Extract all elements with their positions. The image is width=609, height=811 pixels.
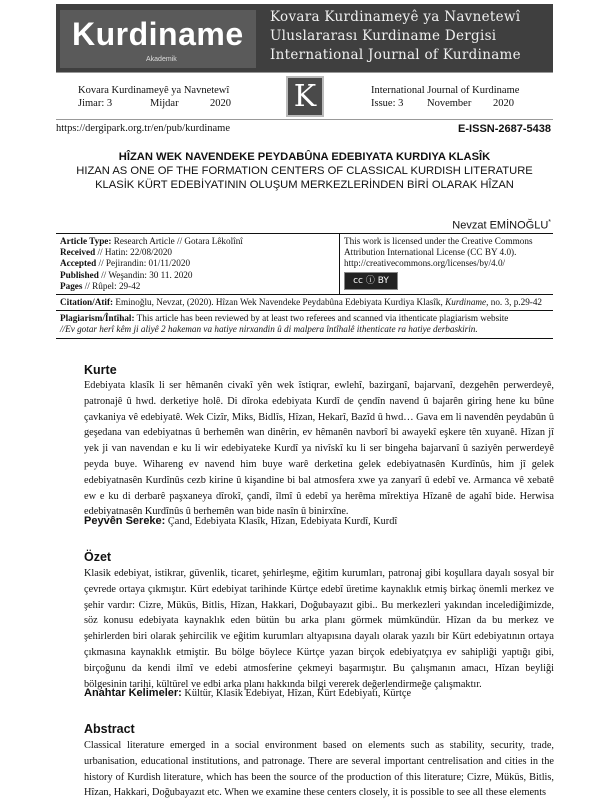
- meta-left-month: Mijdar: [150, 98, 179, 109]
- accepted-label: Accepted: [60, 258, 97, 269]
- author-footnote-mark[interactable]: *: [548, 219, 551, 226]
- kurte-text: Edebiyata klasîk li ser hêmanên civakî yên wek îstiqrar, ewlehî, bazirganî, bajarvanî, dezgehên perwerdeyê, patronajê û hwd. derketiye holê. Di dîroka edebiyata Kurdî de çendîn navend û bajarên giring hene ku bûne çavkaniya vê edebiyatê. Wek Cizîr, Miks, Bidlîs, Hîzan, Hekarî, Bazîd û hwd… Gava em li navendên peydabûn û geşedana van edebiyatnas û berhemên wan dinêrin, ev hêmanên navborî bi awayekî eşkere tên xuyanê. Hîzan jî yek ji van navendan e ku li wir edebiyateke Kurdî ya nivîskî ku li ser bingeha bajarvanî û saziyên perwerdeyê peyda buye. Wihareng ev navend him buye warê derketina gelek edebiyatnasên Kurdînûs, him jî gelek edebiyatnasên Kurdînûs cezb kirine û kişandine bi bal atmosfera xwe ya zanyarî û edebî ve. Armanca vê xebatê ew e ku di derbarê paşxaneya dîrokî, çandî, îlmî û edebî ya herêma mîrektiya Hîzanê de agahî bide. Herwisa edebiyatnasên Kurdînûs û berhemên wan bide nasîn û binirxîne.: [84, 380, 554, 518]
- article-info-box: [56, 233, 553, 339]
- meta-right-title: International Journal of Kurdiname: [371, 85, 520, 96]
- ozet-keywords: [84, 687, 554, 699]
- citation-label: Citation/Atif:: [60, 297, 114, 308]
- citation-tail: , no. 3, p.29-42: [486, 297, 543, 308]
- type-label: Article Type:: [60, 236, 112, 246]
- meta-left: [78, 84, 231, 110]
- journal-logo: Kurdiname: [72, 16, 244, 52]
- accepted-value: // Pejirandin: 01/11/2020: [96, 258, 191, 269]
- title-kurdish: HÎZAN WEK NAVENDEKE PEYDABÛNA EDEBIYATA KURDIYA KLASÎK: [118, 151, 491, 163]
- journal-meta-strip: [56, 72, 553, 120]
- kurte-keywords-label: Peyvên Sereke:: [84, 515, 166, 527]
- meta-left-year: 2020: [210, 98, 231, 109]
- ozet-keywords-label: Anahtar Kelimeler:: [84, 687, 182, 699]
- meta-right-year: 2020: [493, 98, 514, 109]
- banner-line-3: International Journal of Kurdiname: [270, 47, 521, 63]
- received-label: Received: [60, 247, 96, 258]
- meta-right-issue: Issue: 3: [371, 98, 404, 109]
- issn: E-ISSN-2687-5438: [458, 123, 551, 135]
- license-info: [340, 234, 553, 294]
- kurte-keywords: [84, 515, 554, 527]
- license-link[interactable]: http://creativecommons.org/licenses/by/4.0/: [344, 258, 506, 269]
- ozet-heading: Özet: [84, 550, 112, 564]
- author-name: [452, 219, 551, 232]
- abstract-text: Classical literature emerged in a social environment based on elements such as stability, security, trade, urbanisation, educational institutions, and patronage. There are several important centrelisation and cities in the history of Kurdish literature, which has been the source of the production of this literature; Cizre, Müküs, Bitlis, Hîzan, Hakkari, Doğubayazıt etc. When we examine these centers closely, it is possible to see all these elements: [84, 740, 554, 799]
- pages-value: // Rûpel: 29-42: [82, 280, 141, 291]
- meta-left-title: Kovara Kurdinameyê ya Navnetewî: [78, 85, 230, 96]
- logo-subtitle: Akademik: [146, 56, 177, 63]
- published-label: Published: [60, 269, 99, 280]
- title-turkish: KLASİK KÜRT EDEBİYATININ OLUŞUM MERKEZLERİNDEN BİRİ OLARAK HÎZAN: [95, 179, 514, 191]
- license-line-1: This work is licensed under the Creative Commons: [344, 236, 533, 246]
- article-titles: [56, 150, 553, 192]
- meta-right: [371, 84, 519, 110]
- published-value: // Weşandin: 30 11. 2020: [98, 269, 193, 280]
- url-row: [56, 123, 553, 134]
- type-value: Research Article // Gotara Lêkolînî: [111, 236, 243, 246]
- citation: [56, 295, 553, 311]
- kurte-keywords-text: Çand, Edebiyata Klasîk, Hîzan, Edebiyata Kurdî, Kurdî: [165, 516, 398, 527]
- meta-right-month: November: [427, 98, 472, 109]
- abstract-heading: Abstract: [84, 722, 135, 736]
- license-line-2: Attribution International License (CC BY 4.0).: [344, 247, 517, 258]
- journal-banner: [56, 4, 553, 72]
- journal-url-link[interactable]: https://dergipark.org.tr/en/pub/kurdiname: [56, 123, 230, 134]
- received-value: // Hatin: 22/08/2020: [95, 247, 173, 258]
- ozet-keywords-text: Kültür, Klasik Edebiyat, Hîzan, Kürt Edebiyatı, Kürtçe: [181, 688, 412, 699]
- journal-emblem: K: [286, 76, 324, 117]
- plagiarism-note: [56, 311, 553, 337]
- citation-text: Eminoğlu, Nevzat, (2020). Hîzan Wek Navendeke Peydabûna Edebiyata Kurdiya Klasîk,: [113, 297, 446, 308]
- plagiarism-label: Plagiarism/Întîhal:: [60, 313, 135, 324]
- plagiarism-text: This article has been reviewed by at least two referees and scanned via ithenticate plagiarism website: [134, 313, 509, 324]
- author-text: Nevzat EMİNOĞLU: [452, 219, 549, 232]
- banner-titles: [270, 8, 521, 65]
- banner-line-2: Uluslararası Kurdiname Dergisi: [270, 28, 497, 44]
- banner-line-1: Kovara Kurdinameyê ya Navnetewî: [270, 9, 521, 25]
- article-dates: [56, 234, 340, 294]
- plagiarism-kurdish: //Ev gotar herî kêm ji aliyê 2 hakeman va hatiye nirxandin û di malpera întîhalê ithenticate ra hatiye derbaskirin.: [60, 324, 478, 335]
- meta-left-issue: Jimar: 3: [78, 98, 113, 109]
- pages-label: Pages: [60, 280, 83, 291]
- citation-journal: Kurdiname: [445, 297, 487, 308]
- cc-by-badge-icon[interactable]: cc ⓘ BY: [344, 272, 398, 290]
- logo-box: [60, 10, 256, 68]
- kurte-heading: Kurte: [84, 363, 117, 377]
- title-english: HIZAN AS ONE OF THE FORMATION CENTERS OF CLASSICAL KURDISH LITERATURE: [76, 165, 533, 177]
- ozet-text: Klasik edebiyat, istikrar, güvenlik, ticaret, şehirleşme, eğitim kurumları, patronaj gibi koşullara dayalı sosyal bir çevrede ortaya çıkmıştır. Kürt edebiyat tarihinde Kürtçe edebî üretime kaynaklık etmiş birkaç önemli merkez ve şehir vardır: Cizre, Müküs, Bitlis, Hîzan, Hakkari, Doğubayazıt gibi.. Bu merkezleri yakından incelediğimizde, söz konusu edebiyata kaynaklık eden bütün bu arka planı görmek mümkündür. Hîzan da bu merkez ve şehirlerden biri olarak şehircilik ve eğitim kurumları altyapısına dayalı olarak yazılı bir Kürt edebiyatının ortaya çıkmasına kaynaklık etmiştir. Bu bölge böylece Kürtçe yazan birçok edebiyatçıya ev sahipliği yaptığı gibi, birçoğunu da kendi ilmî ve edebi atmosferine çekmeyi başarmıştır. Bu çalışmanın amacı, Hîzan beyliği bölgesinin tarihi, kültürel ve edbi arka planı hakkında bilgi vererek değerlendirmeğe çalışmaktır.: [84, 568, 554, 690]
